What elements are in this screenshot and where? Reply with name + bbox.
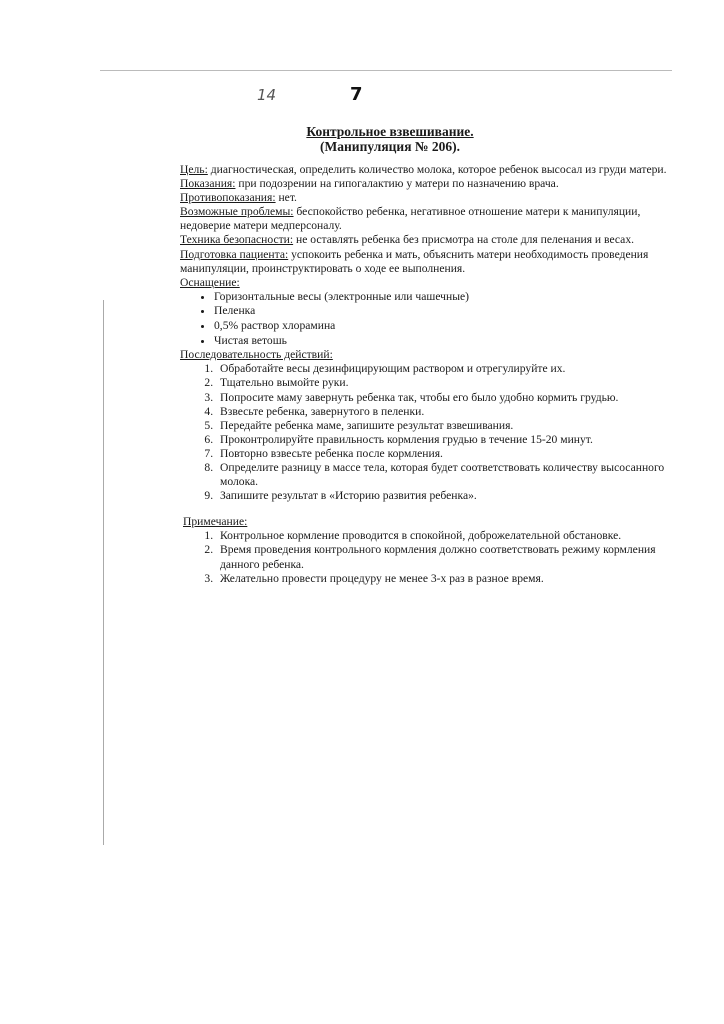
- steps-heading: Последовательность действий:: [180, 348, 333, 362]
- field-label: Подготовка пациента:: [180, 247, 289, 261]
- field-label: Техника безопасности:: [180, 233, 294, 247]
- field-text: нет.: [275, 191, 297, 205]
- list-item: 1. Контрольное кормление проводится в спокойной, доброжелательной обстановке.: [216, 529, 680, 543]
- field-text: не оставлять ребенка без присмотра на столе для пеленания и весах.: [293, 233, 635, 247]
- field-label: Возможные проблемы:: [180, 205, 294, 219]
- field-contraindications: [180, 191, 680, 205]
- title-line-2: (Манипуляция № 206).: [320, 139, 460, 154]
- list-item: 1. Обработайте весы дезинфицирующим раствором и отрегулируйте их.: [216, 362, 680, 376]
- field-label: Противопоказания:: [180, 191, 276, 205]
- list-item: 3. Попросите маму завернуть ребенка так, чтобы его было удобно кормить грудью.: [216, 391, 680, 405]
- notes-heading: Примечание:: [183, 515, 248, 529]
- field-text: при подозрении на гипогалактию у матери по назначению врача.: [235, 177, 559, 191]
- list-item: 7. Повторно взвесьте ребенка после кормления.: [216, 447, 680, 461]
- scan-edge-top: [100, 70, 672, 71]
- list-item: 3. Желательно провести процедуру не менее 3-х раз в разное время.: [216, 572, 680, 586]
- handwritten-number: 7: [350, 84, 363, 105]
- equipment-heading: Оснащение:: [180, 275, 240, 289]
- field-indications: [180, 177, 680, 191]
- list-item: • Горизонтальные весы (электронные или чашечные): [214, 290, 680, 305]
- list-item: • 0,5% раствор хлорамина: [214, 319, 680, 334]
- field-preparation: [180, 248, 680, 276]
- title-line-1: Контрольное взвешивание.: [306, 124, 474, 139]
- field-problems: [180, 205, 680, 233]
- list-item: • Чистая ветошь: [214, 334, 680, 349]
- equipment-list: [180, 290, 680, 348]
- list-item: 4. Взвесьте ребенка, завернутого в пеленки.: [216, 405, 680, 419]
- list-item: 5. Передайте ребенка маме, запишите результат взвешивания.: [216, 419, 680, 433]
- field-label: Цель:: [180, 163, 208, 176]
- list-item: • Пеленка: [214, 304, 680, 319]
- handwritten-page-mark: 14: [257, 86, 277, 104]
- scan-edge-left: [103, 300, 104, 845]
- list-item: 9. Запишите результат в «Историю развития ребенка».: [216, 489, 680, 503]
- field-text: беспокойство ребенка, негативное отношение матери к манипуляции, недоверие матери медперсоналу.: [180, 205, 641, 233]
- list-item: 2. Тщательно вымойте руки.: [216, 376, 680, 390]
- document-title: [180, 124, 600, 154]
- notes-list: [180, 529, 680, 585]
- field-goal: [180, 163, 680, 177]
- field-text: диагностическая, определить количество молока, которое ребенок высосал из груди матери.: [207, 163, 667, 176]
- list-item: 6. Проконтролируйте правильность кормления грудью в течение 15-20 минут.: [216, 433, 680, 447]
- list-item: 2. Время проведения контрольного кормления должно соответствовать режиму кормления данного ребенка.: [216, 543, 680, 571]
- field-safety: [180, 233, 680, 247]
- field-text: успокоить ребенка и мать, объяснить матери необходимость проведения манипуляции, проинструктировать о ходе ее выполнения.: [180, 247, 649, 275]
- steps-list: [180, 362, 680, 503]
- list-item: 8. Определите разницу в массе тела, которая будет соответствовать количеству высосанного молока.: [216, 461, 680, 489]
- field-label: Показания:: [180, 177, 236, 191]
- document-body: [180, 163, 680, 586]
